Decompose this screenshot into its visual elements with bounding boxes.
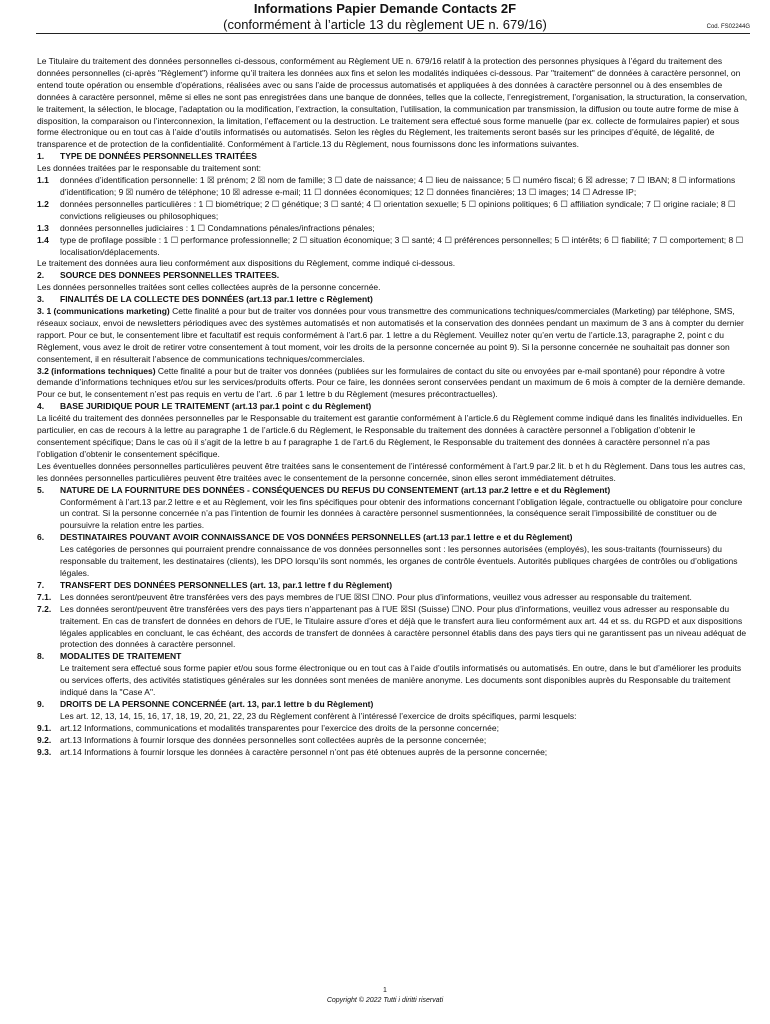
item-text: données personnelles judiciaires : 1 ☐ Condamnations pénales/infractions pénales;	[60, 222, 375, 233]
list-item	[37, 199, 749, 223]
section-8-heading	[37, 651, 749, 663]
section-3-heading	[37, 294, 749, 306]
item-text: art.14 Informations à fournir lorsque les données à caractère personnel n’ont pas été obtenues auprès de la personne concernée;	[60, 746, 548, 757]
section-9-lead: Les art. 12, 13, 14, 15, 16, 17, 18, 19, 20, 21, 22, 23 du Règlement confèrent à l’intéressé l’exercice de droits spécifiques, parmi lesquels:	[60, 710, 577, 721]
section-4-number: 4.	[37, 401, 45, 412]
list-item	[37, 223, 749, 235]
section-4-paragraph-1: La licéité du traitement des données personnelles par le Responsable du traitement est garantie conformément à l’article.6 du Règlement comme indiqué dans les finalités individuelles. En particulier, en cas de recours à la lettre au paragraphe 1 de l’article.6 du Règlement, le Responsable du traitement des données à caractère personnel a l’obligation d’obtenir le consentement spécifique; Dans le cas où il s’agit de la lettre b au f paragraphe 1 de l’art.6 du Règlement, le Responsable du traitement des données à caractère personnel n’a pas l’obligation d’obtenir le consentement spécifique.	[37, 413, 743, 459]
section-3-paragraph-2	[37, 366, 749, 402]
section-3-2-label: 3.2 (informations techniques)	[37, 365, 156, 376]
section-3-title: FINALITÉS DE LA COLLECTE DES DONNÉES (art.13 par.1 lettre c Règlement)	[60, 294, 373, 305]
list-item	[37, 175, 749, 199]
section-8-text: Le traitement sera effectué sous forme papier et/ou sous forme électronique ou en tout cas à l’aide d’outils informatisés ou automatisés. En outre, dans le but d’améliorer les produits ou services offerts, des activités statistiques générales sur les données sont menées de manière anonyme. Les documents sont disponibles auprès du Responsable du traitement indiqué dans la "Case A".	[60, 663, 742, 698]
section-5-text: Conformément à l’art.13 par.2 lettre e et au Règlement, voir les fins spécifiques pour obtenir des informations concernant l’obligation légale, contractuelle ou obligatoire pour conclure un contrat. Si la personne concernée n’a pas l’intention de fournir les données à caractère personnel susmentionnées, la conséquence serait l’impossibilité de constituer ou de poursuivre la relation entre les parties.	[60, 496, 743, 531]
section-6-text: Les catégories de personnes qui pourraient prendre connaissance de vos données personnelles sont : les personnes autorisées (employés), les sous-traitants (fournisseurs) du responsable du traitement, les destinataires (clients), les DPO lorsqu’ils sont nommés, les organes de contrôle éventuels. Autorités publiques chargées de contrôles ou d’obligations légales.	[60, 544, 738, 578]
section-4-title: BASE JURIDIQUE POUR LE TRAITEMENT (art.13 par.1 point c du Règlement)	[60, 401, 372, 412]
section-8-title: MODALITES DE TRAITEMENT	[60, 651, 182, 662]
item-number: 9.2.	[37, 734, 52, 745]
section-1-heading	[37, 151, 749, 163]
item-number: 9.1.	[37, 722, 52, 733]
section-4-heading	[37, 401, 749, 413]
section-6-heading	[37, 532, 749, 544]
section-3-1-label: 3. 1 (communications marketing)	[37, 306, 170, 317]
section-7-title: TRANSFERT DES DONNÉES PERSONNELLES (art. 13, par.1 lettre f du Règlement)	[60, 579, 393, 590]
item-number: 1.2	[37, 198, 49, 209]
item-number: 1.4	[37, 234, 49, 245]
section-8-number: 8.	[37, 651, 45, 662]
section-1-title: TYPE DE DONNÉES PERSONNELLES TRAITÉES	[60, 151, 257, 162]
item-text: données d’identification personnelle: 1 ☒ prénom; 2 ☒ nom de famille; 3 ☐ date de naissance; 4 ☐ lieu de naissance; 5 ☐ numéro fiscal; 6 ☒ adresse; 7 ☐ IBAN; 8 ☐ informations d’identification; 9 ☒ numéro de téléphone; 10 ☒ adresse e-mail; 11 ☐ données économiques; 12 ☐ données financières; 13 ☐ images; 14 ☐ Adresse IP;	[60, 175, 736, 197]
list-item	[37, 747, 749, 759]
document-title: Informations Papier Demande Contacts 2F	[253, 1, 517, 16]
page-number: 1	[383, 987, 387, 994]
document-body	[37, 56, 749, 758]
document-code: Cod. FS02244G	[706, 24, 750, 30]
list-item	[37, 235, 749, 259]
section-5-title: NATURE DE LA FOURNITURE DES DONNÉES - CONSÉQUENCES DU REFUS DU CONSENTEMENT (art.13 par.2 lettre e et du Règlement)	[60, 484, 611, 495]
item-number: 7.1.	[37, 591, 52, 602]
section-2-number: 2.	[37, 270, 45, 281]
item-text: Les données seront/peuvent être transférées vers des pays tiers n’appartenant pas à l’UE ☒SI (Suisse) ☐NO. Pour plus d’informations, veuillez vous adresser au responsable du traitement. En cas de transfert de données en dehors de l’UE, le Titulaire assure d’ores et déjà que le transfert aura lieu conformément aux art. 44 et ss. du RGPD et aux dispositions légales applicables en concluant, le cas échéant, des accords de transfert de données à caractère personnel établis dans des pays tiers qui ne garantissent pas un niveau adéquat de protection des données à caractère personnel.	[60, 603, 747, 650]
section-2-text: Les données personnelles traitées sont celles collectées auprès de la personne concernée.	[37, 282, 381, 293]
section-7-heading	[37, 580, 749, 592]
section-4-paragraph-2: Les éventuelles données personnelles particulières peuvent être traitées sans le consentement de l’intéressé conformément à l’art.9 par.2 lit. b et h du Règlement. Dans tous les autres cas, les données personnelles particulières peuvent être traitées avec le consentement de la personne concernée, sinon elles seront immédiatement détruites.	[37, 460, 746, 483]
item-text: Les données seront/peuvent être transférées vers des pays membres de l’UE ☒SI ☐NO. Pour plus d’informations, veuillez vous adresser au responsable du traitement.	[60, 591, 692, 602]
section-5-number: 5.	[37, 484, 45, 495]
section-9-heading	[37, 699, 749, 711]
item-number: 9.3.	[37, 746, 52, 757]
section-1-number: 1.	[37, 151, 45, 162]
section-3-2-text: Cette finalité a pour but de traiter vos données (publiées sur les formulaires de contact du site ou envoyées par e-mail spontané) pour répondre à votre demande d’informations techniques et/ou sur les services/produits offerts. Pour ce faire, les données seront conservées pendant un maximum de 6 mois à compter de la dernière demande. Pour ce but, le consentement n’est pas requis en vertu de l’art. .6 par 1 lettre b du Règlement (mesures précontractuelles).	[37, 365, 746, 400]
list-item	[37, 592, 749, 604]
intro-paragraph: Le Titulaire du traitement des données personnelles ci-dessous, conformément au Règlement UE n. 679/16 relatif à la protection des personnes physiques à l’égard du traitement des données personnelles (ci-après "Règlement") informe qu’il traitera les données aux fins et selon les modalités indiquées ci-dessous. Par "traitement" de données à caractère personnel, on entend toute opération ou ensemble d’opérations, réalisées avec ou sans l’aide de processus automatisés et appliquées à des données à caractère personnel ou à des ensembles de données à caractère personnel, même si elles ne sont pas enregistrées dans une banque de données, telles que la collecte, l’enregistrement, l’organisation, la structuration, la conservation, le traitement, la sélection, le blocage, l’adaptation ou la modification, l’extraction, la consultation, l’utilisation, la communication par transmission, la diffusion ou toute autre forme de mise à disposition, la comparaison ou l’interconnexion, la limitation, l’effacement ou la destruction. Le traitement sera effectué sous forme manuelle (par ex. collecte de formulaires papier) et sous forme électronique ou en tout cas à l’aide d’outils informatisés ou automatisés. Selon les règles du Règlement, les traitements seront basés sur les principes d’équité, de légalité, de transparence et de protection de la confidentialité. Conformément à l’article.13 du Règlement, nous fournissons donc les informations suivantes.	[37, 56, 748, 150]
item-text: données personnelles particulières : 1 ☐ biométrique; 2 ☐ génétique; 3 ☐ santé; 4 ☐ orientation sexuelle; 5 ☐ opinions politiques; 6 ☐ affiliation syndicale; 7 ☐ origine raciale; 8 ☐ convictions religieuses ou philosophiques;	[60, 198, 736, 221]
item-number: 7.2.	[37, 603, 52, 614]
section-7-number: 7.	[37, 579, 45, 590]
list-item	[37, 604, 749, 652]
section-9-number: 9.	[37, 698, 45, 709]
section-5-heading	[37, 485, 749, 497]
item-number: 1.3	[37, 222, 49, 233]
item-number: 1.1	[37, 175, 49, 186]
section-1-tail: Le traitement des données aura lieu conformément aux dispositions du Règlement, comme indiqué ci-dessous.	[37, 258, 456, 269]
section-3-paragraph-1	[37, 306, 749, 366]
item-text: type de profilage possible : 1 ☐ performance professionnelle; 2 ☐ situation économique; 3 ☐ santé; 4 ☐ préférences personnelles; 5 ☐ intérêts; 6 ☐ fiabilité; 7 ☐ comportement; 8 ☐ localisation/déplacements.	[60, 234, 744, 257]
section-6-title: DESTINATAIRES POUVANT AVOIR CONNAISSANCE DE VOS DONNÉES PERSONNELLES (art.13 par.1 lettre e et du Règlement)	[60, 532, 573, 543]
section-3-number: 3.	[37, 294, 45, 305]
copyright-notice: Copyright © 2022 Tutti i diritti riservati	[326, 997, 444, 1004]
item-text: art.12 Informations, communications et modalités transparentes pour l’exercice des droits de la personne concernée;	[60, 722, 499, 733]
section-1-lead: Les données traitées par le responsable du traitement sont:	[37, 163, 261, 174]
section-9-title: DROITS DE LA PERSONNE CONCERNÉE (art. 13, par.1 lettre b du Règlement)	[60, 698, 374, 709]
header-divider	[36, 33, 750, 34]
list-item	[37, 723, 749, 735]
document-subtitle: (conformément à l’article 13 du règlement UE n. 679/16)	[223, 17, 547, 32]
section-2-title: SOURCE DES DONNEES PERSONNELLES TRAITEES.	[60, 270, 280, 281]
section-2-heading	[37, 270, 749, 282]
item-text: art.13 Informations à fournir lorsque des données personnelles sont collectées auprès de la personne concernée;	[60, 734, 487, 745]
section-3-1-text: Cette finalité a pour but de traiter vos données pour vous transmettre des communications techniques/commerciales (Marketing) par téléphone, SMS, réseaux sociaux, envoi de newsletters périodiques avec des systèmes automatisés et non automatisés et la conservation des données pendant un maximum de 3 ans à compter du dernier rapport. Pour ce but, le consentement libre et facultatif est requis conformément à l’art.6 par. 1 lettre a du Règlement. Veuillez noter qu’en vertu de l’article.13, paragraphe 2, point c du Règlement, vous avez le droit de retirer votre consentement à tout moment, voir les droits de la personne concernée au point 9). Si la personne concernée ne souhaitait pas donner son consentement, il en résulterait l’absence de communications techniques/commerciales.	[37, 306, 744, 364]
list-item	[37, 735, 749, 747]
section-6-number: 6.	[37, 532, 45, 543]
